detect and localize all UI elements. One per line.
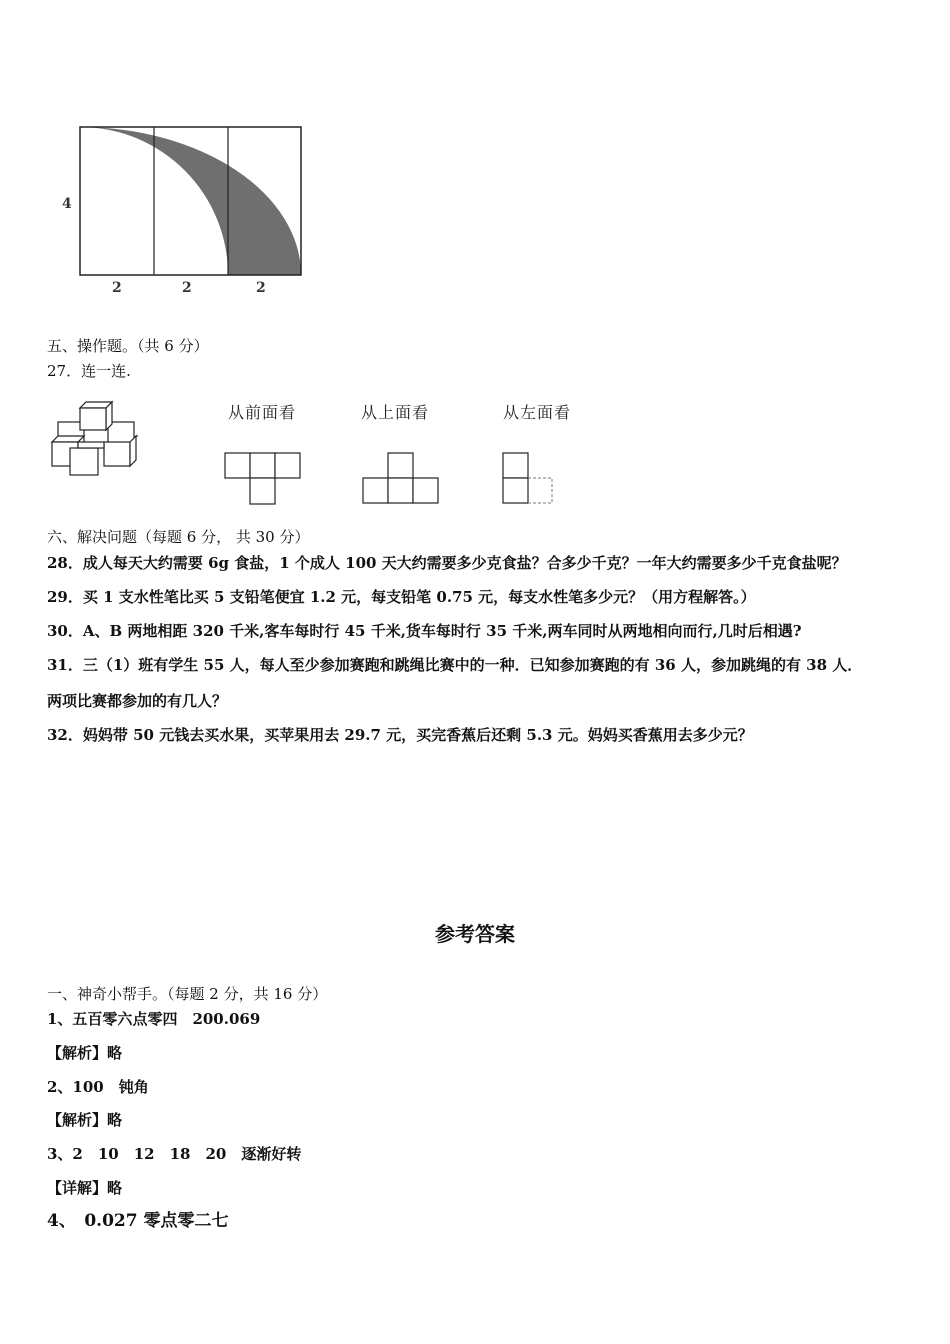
question-30: 30．A、B 两地相距 320 千米,客车每时行 45 千米,货车每时行 35 千米,两车同时从两地相向而行,几时后相遇?: [47, 622, 802, 640]
answers-section1-heading: 一、神奇小帮手。（每题 2 分，共 16 分）: [47, 985, 328, 1003]
front-view-shape: [224, 452, 302, 506]
width-label-1: 2: [112, 280, 122, 296]
answer-3-note: 【详解】略: [47, 1179, 123, 1197]
left-view-shape: [502, 452, 556, 506]
answer-1-note: 【解析】略: [47, 1044, 123, 1062]
height-label: 4: [62, 196, 72, 212]
shaded-region-figure: [55, 118, 315, 303]
section6-heading: 六、解决问题（每题 6 分， 共 30 分）: [47, 528, 310, 546]
question-29: 29．买 1 支水性笔比买 5 支铅笔便宜 1.2 元，每支铅笔 0.75 元，每支水性笔多少元？（用方程解答。）: [47, 588, 756, 606]
answer-3: 3、2 10 12 18 20 逐渐好转: [47, 1145, 302, 1163]
answer-4: 4、 0.027 零点零二七: [47, 1211, 229, 1231]
question-32: 32．妈妈带 50 元钱去买水果，买苹果用去 29.7 元，买完香蕉后还剩 5.3 元。妈妈买香蕉用去多少元？: [47, 726, 753, 744]
question-31-line2: 两项比赛都参加的有几人？: [47, 692, 228, 710]
front-view-label: 从前面看: [228, 403, 297, 422]
section5-heading: 五、操作题。（共 6 分）: [47, 337, 209, 355]
answer-2: 2、100 钝角: [47, 1078, 149, 1096]
width-label-2: 2: [182, 280, 192, 296]
left-view-label: 从左面看: [503, 403, 572, 422]
shaded-region: [80, 127, 301, 275]
cube-stack-figure: [48, 396, 158, 476]
answers-title: 参考答案: [435, 922, 515, 946]
top-view-label: 从上面看: [361, 403, 430, 422]
width-label-3: 2: [256, 280, 266, 296]
answer-2-note: 【解析】略: [47, 1111, 123, 1129]
question-28: 28．成人每天大约需要 6g 食盐，1 个成人 100 天大约需要多少克食盐？合多少千克？一年大约需要多少千克食盐呢？: [47, 554, 847, 572]
question-31-line1: 31．三（1）班有学生 55 人，每人至少参加赛跑和跳绳比赛中的一种．已知参加赛跑的有 36 人，参加跳绳的有 38 人．: [47, 656, 863, 674]
question-27: 27．连一连.: [47, 362, 131, 380]
top-view-shape: [362, 452, 440, 506]
answer-1: 1、五百零六点零四 200.069: [47, 1010, 261, 1028]
